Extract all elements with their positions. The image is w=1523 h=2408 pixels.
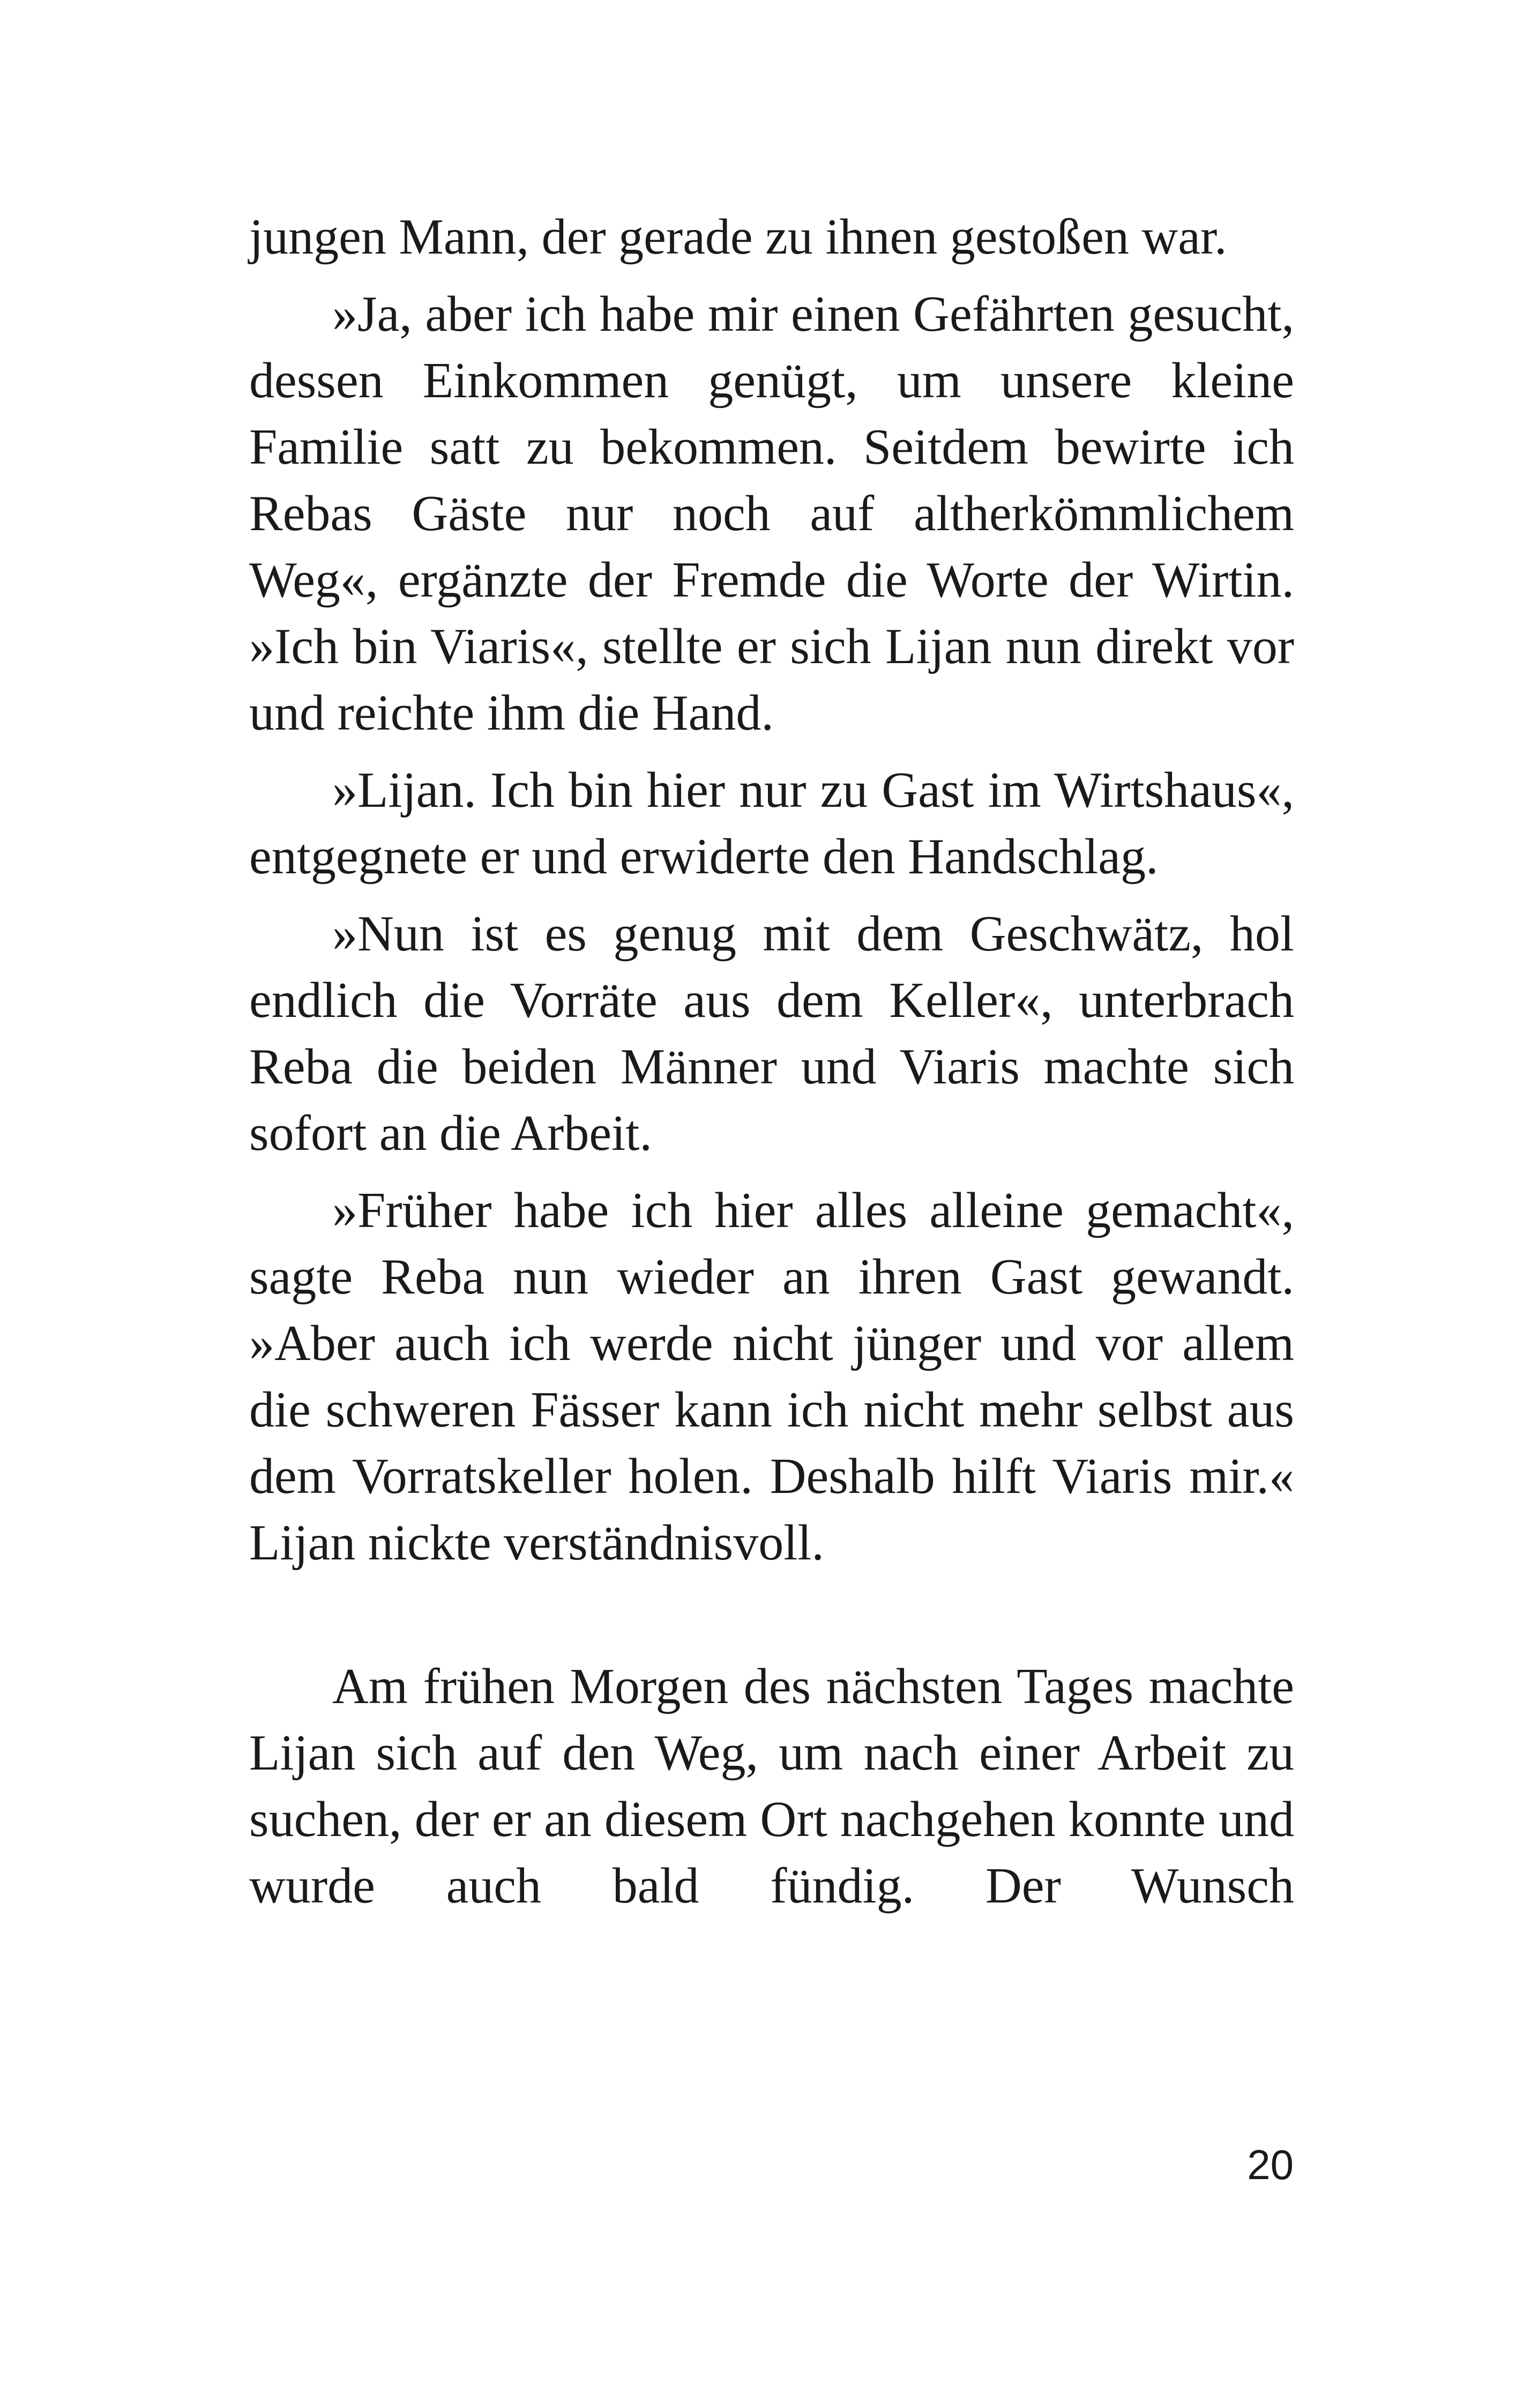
- scene-break: [249, 1587, 1294, 1653]
- paragraph-continuation: jungen Mann, der gerade zu ihnen gestoßen war.: [249, 209, 1227, 265]
- paragraph-reba-explains: »Früher habe ich hier alles alleine gemacht«, sagte Reba nun wieder an ihren Gast gewandt. »Aber auch ich werde nicht jünger und vor allem die schweren Fässer kann ich nicht mehr selbst aus dem Vorratskeller holen. Deshalb hilft Viaris mir.« Lijan nickte verständnisvoll.: [249, 1183, 1294, 1571]
- paragraph-reba-interrupts: »Nun ist es genug mit dem Geschwätz, hol endlich die Vorräte aus dem Keller«, unterbrach Reba die beiden Männer und Viaris machte sich sofort an die Arbeit.: [249, 906, 1294, 1161]
- paragraph-viaris-intro: »Ja, aber ich habe mir einen Gefährten gesucht, dessen Einkommen genügt, um unsere kleine Familie satt zu bekommen. Seitdem bewirte ich Rebas Gäste nur noch auf altherkömmlichem Weg«, ergänzte der Fremde die Worte der Wirtin. »Ich bin Viaris«, stellte er sich Lijan nun direkt vor und reichte ihm die Hand.: [249, 286, 1294, 741]
- body-text: [249, 204, 1294, 1930]
- paragraph-next-morning: Am frühen Morgen des nächsten Tages machte Lijan sich auf den Weg, um nach einer Arbeit zu suchen, der er an diesem Ort nachgehen konnte und wurde auch bald fündig. Der Wunsch: [249, 1659, 1294, 1914]
- paragraph-lijan-reply: »Lijan. Ich bin hier nur zu Gast im Wirtshaus«, entgegnete er und erwiderte den Handschlag.: [249, 762, 1294, 885]
- page-number: 20: [1247, 2141, 1294, 2188]
